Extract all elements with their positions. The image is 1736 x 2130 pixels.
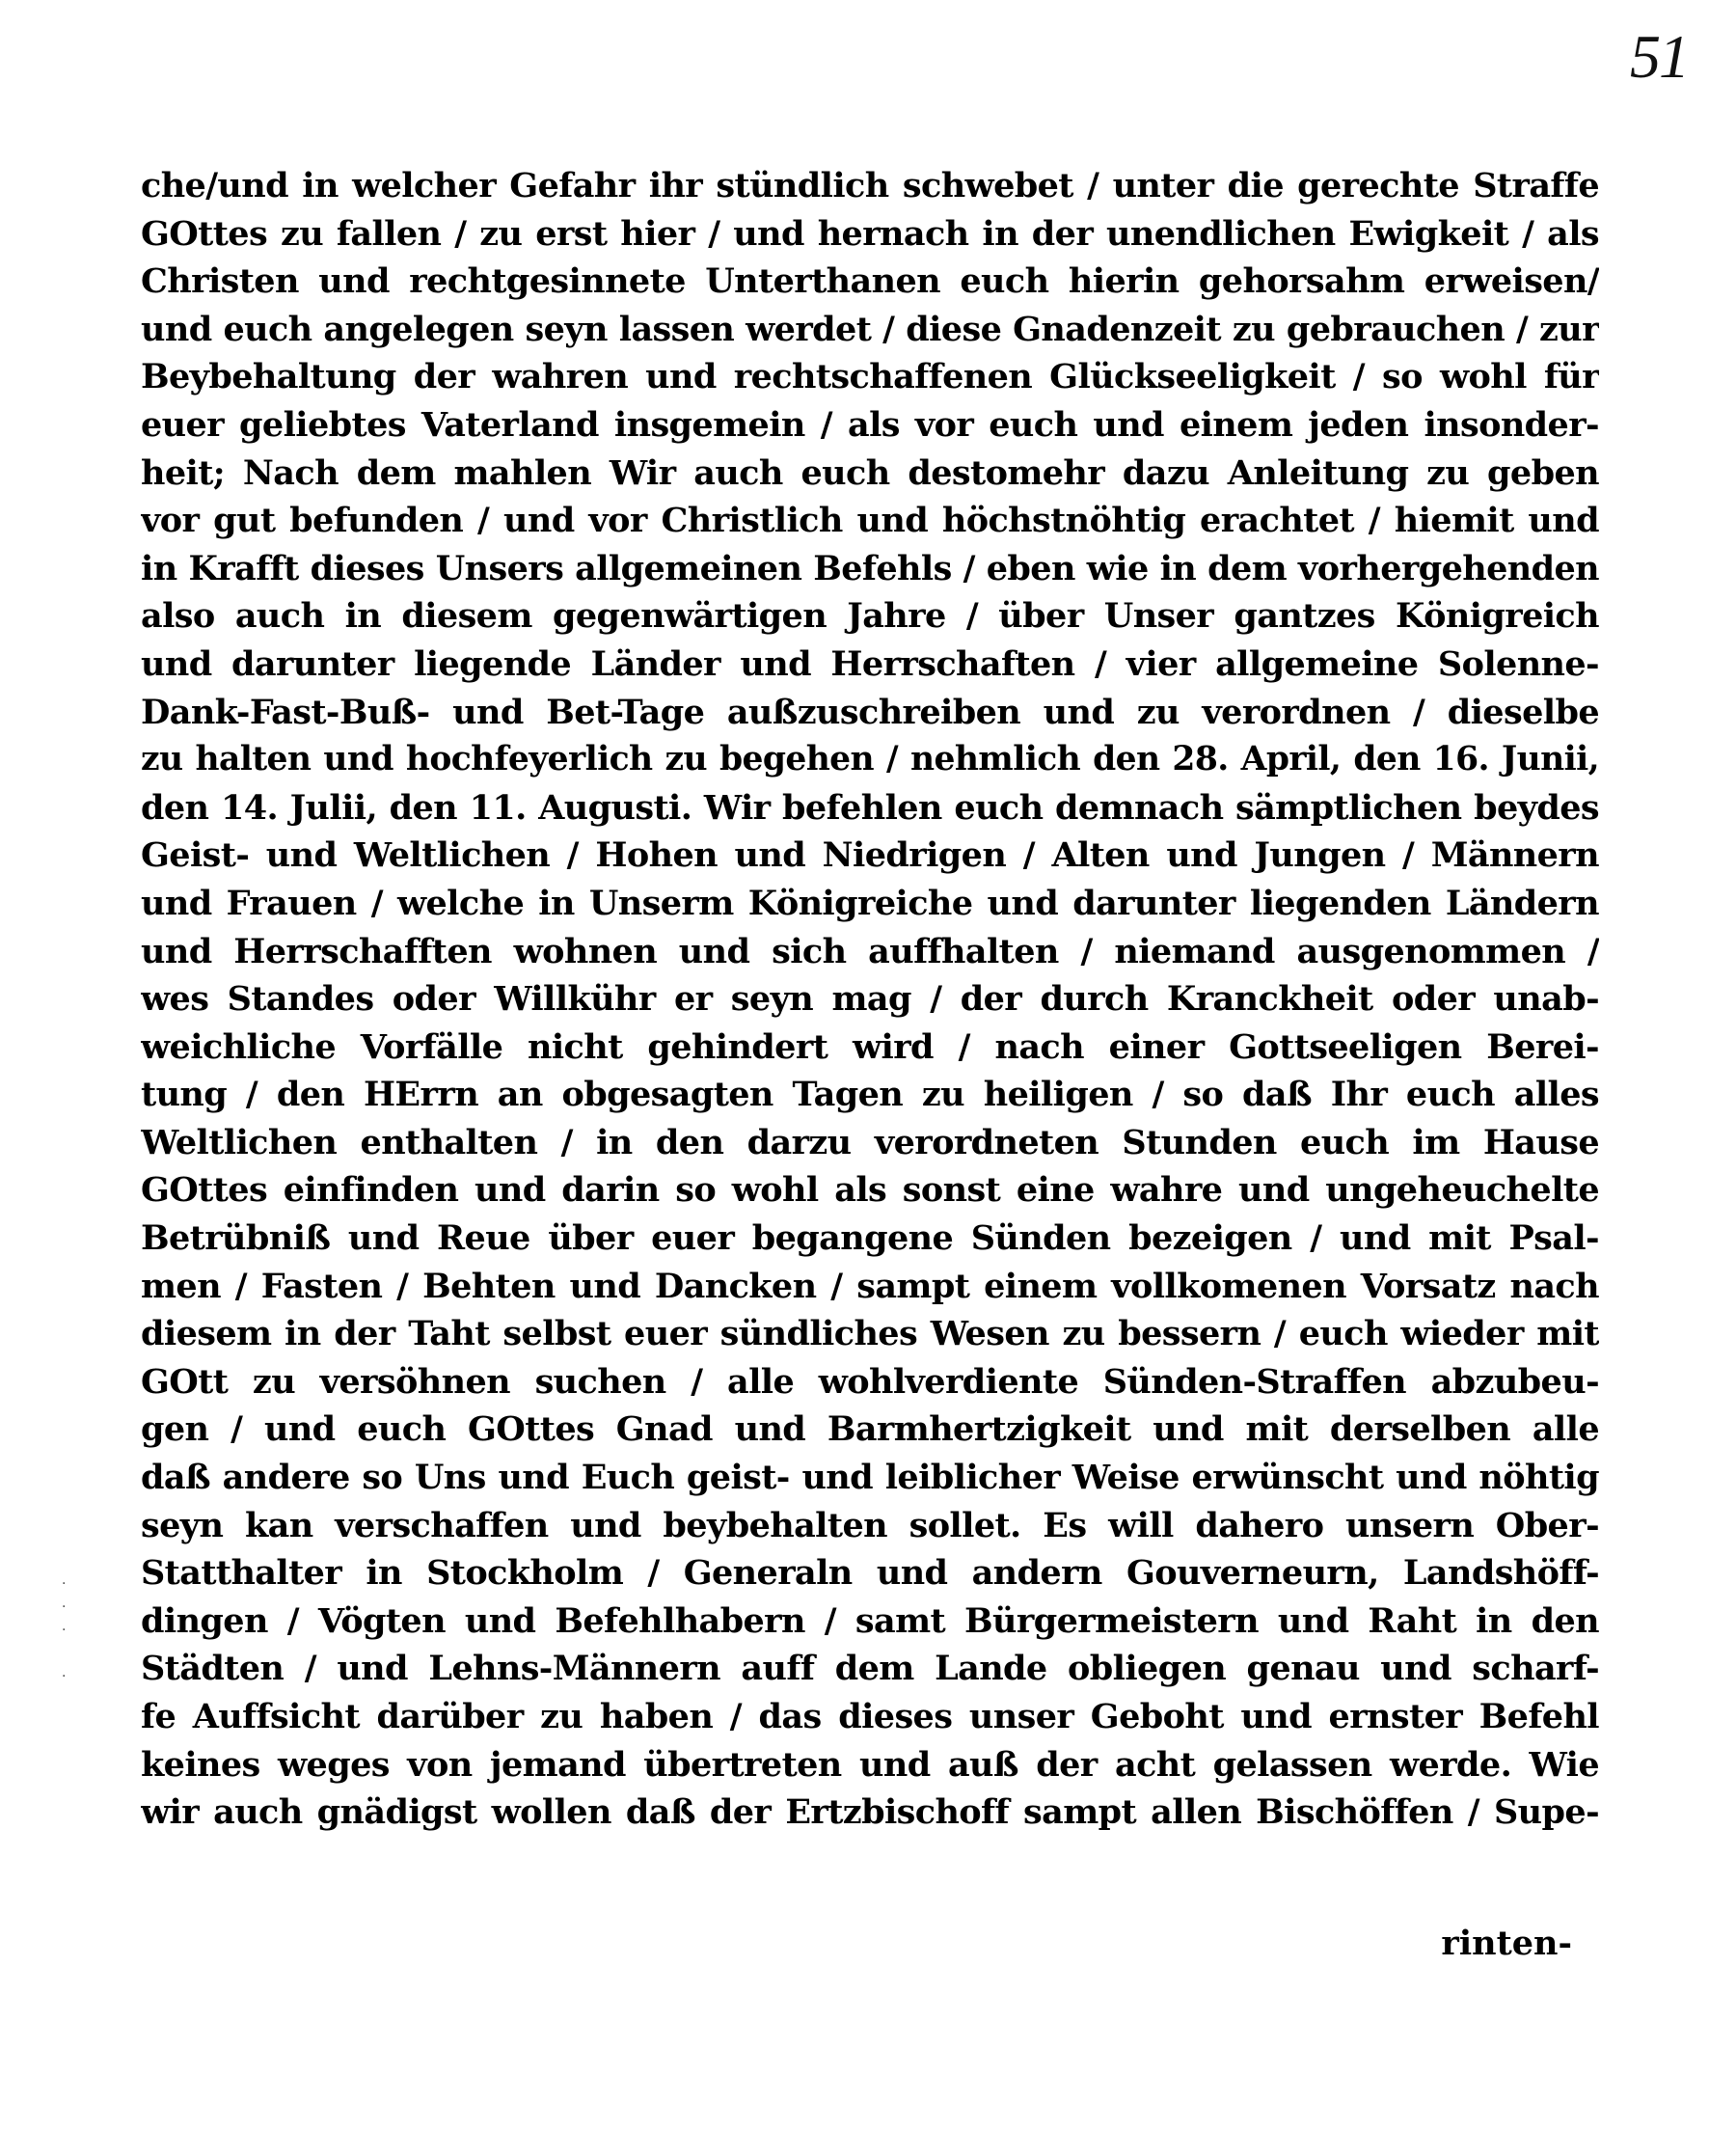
- text-line: Dank-Fast-Buß- und Bet-Tage außzuschreiben und zu verordnen / dieselbe: [141, 692, 1599, 732]
- text-line: weichliche Vorfälle nicht gehindert wird / nach einer Gottseeligen Berei-: [141, 1026, 1599, 1067]
- catchword: rinten-: [1441, 1924, 1572, 1963]
- page-number: 51: [1630, 22, 1688, 91]
- text-line: und darunter liegende Länder und Herrschaften / vier allgemeine Solenne-: [141, 643, 1599, 684]
- text-line: che/und in welcher Gefahr ihr stündlich schwebet / unter die gerechte Straffe: [141, 166, 1599, 205]
- body-text: [141, 162, 1599, 1837]
- text-line: men / Fasten / Behten und Dancken / sampt einem vollkomenen Vorsatz nach: [141, 1266, 1599, 1306]
- text-line: GOtt zu versöhnen suchen / alle wohlverdiente Sünden-Straffen abzubeu-: [141, 1361, 1599, 1402]
- text-line: Weltlichen enthalten / in den darzu verordneten Stunden euch im Hause: [141, 1122, 1599, 1162]
- text-line: Statthalter in Stockholm / Generaln und andern Gouverneurn, Landshöff-: [141, 1553, 1599, 1594]
- text-line: Betrübniß und Reue über euer begangene Sünden bezeigen / und mit Psal-: [141, 1218, 1599, 1259]
- text-line: in Krafft dieses Unsers allgemeinen Befehls / eben wie in dem vorhergehenden: [141, 548, 1599, 588]
- text-line: wir auch gnädigst wollen daß der Ertzbischoff sampt allen Bischöffen / Supe-: [141, 1792, 1599, 1833]
- text-line: heit; Nach dem mahlen Wir auch euch destomehr dazu Anleitung zu geben: [141, 452, 1599, 493]
- text-line: euer geliebtes Vaterland insgemein / als vor euch und einem jeden insonder-: [141, 404, 1599, 445]
- text-line: also auch in diesem gegenwärtigen Jahre / über Unser gantzes Königreich: [141, 596, 1599, 637]
- text-line: seyn kan verschaffen und beybehalten sollet. Es will dahero unsern Ober-: [141, 1505, 1599, 1545]
- text-line: den 14. Julii, den 11. Augusti. Wir befehlen euch demnach sämptlichen beydes: [141, 787, 1599, 828]
- text-line: gen / und euch GOttes Gnad und Barmhertzigkeit und mit derselben alle: [141, 1409, 1599, 1450]
- margin-marks: · · · ·: [62, 1576, 67, 1684]
- text-line: zu halten und hochfeyerlich zu begehen / nehmlich den 28. April, den 16. Junii,: [141, 740, 1599, 779]
- text-line: GOttes zu fallen / zu erst hier / und hernach in der unendlichen Ewigkeit / als: [141, 213, 1599, 254]
- text-line: und euch angelegen seyn lassen werdet / diese Gnadenzeit zu gebrauchen / zur: [141, 309, 1599, 349]
- text-line: dingen / Vögten und Befehlhabern / samt Bürgermeistern und Raht in den: [141, 1600, 1599, 1641]
- text-line: tung / den HErrn an obgesagten Tagen zu heiligen / so daß Ihr euch alles: [141, 1075, 1599, 1115]
- text-line: Beybehaltung der wahren und rechtschaffenen Glückseeligkeit / so wohl für: [141, 357, 1599, 397]
- text-line: Christen und rechtgesinnete Unterthanen euch hierin gehorsahm erweisen/: [141, 261, 1599, 302]
- text-line: GOttes einfinden und darin so wohl als sonst eine wahre und ungeheuchelte: [141, 1170, 1599, 1211]
- text-line: fe Auffsicht darüber zu haben / das dieses unser Geboht und ernster Befehl: [141, 1697, 1599, 1736]
- text-line: und Frauen / welche in Unserm Königreiche und darunter liegenden Ländern: [141, 883, 1599, 923]
- text-line: und Herrschafften wohnen und sich auffhalten / niemand ausgenommen /: [141, 931, 1599, 971]
- text-line: diesem in der Taht selbst euer sündliches Wesen zu bessern / euch wieder mit: [141, 1314, 1599, 1354]
- text-line: Geist- und Weltlichen / Hohen und Niedrigen / Alten und Jungen / Männern: [141, 835, 1599, 876]
- text-line: Städten / und Lehns-Männern auff dem Lande obliegen genau und scharf-: [141, 1649, 1599, 1689]
- text-line: keines weges von jemand übertreten und auß der acht gelassen werde. Wie: [141, 1744, 1599, 1785]
- text-line: vor gut befunden / und vor Christlich und höchstnöhtig erachtet / hiemit und: [141, 501, 1599, 541]
- text-line: wes Standes oder Willkühr er seyn mag / der durch Kranckheit oder unab-: [141, 979, 1599, 1020]
- text-line: daß andere so Uns und Euch geist- und leiblicher Weise erwünscht und nöhtig: [141, 1458, 1599, 1498]
